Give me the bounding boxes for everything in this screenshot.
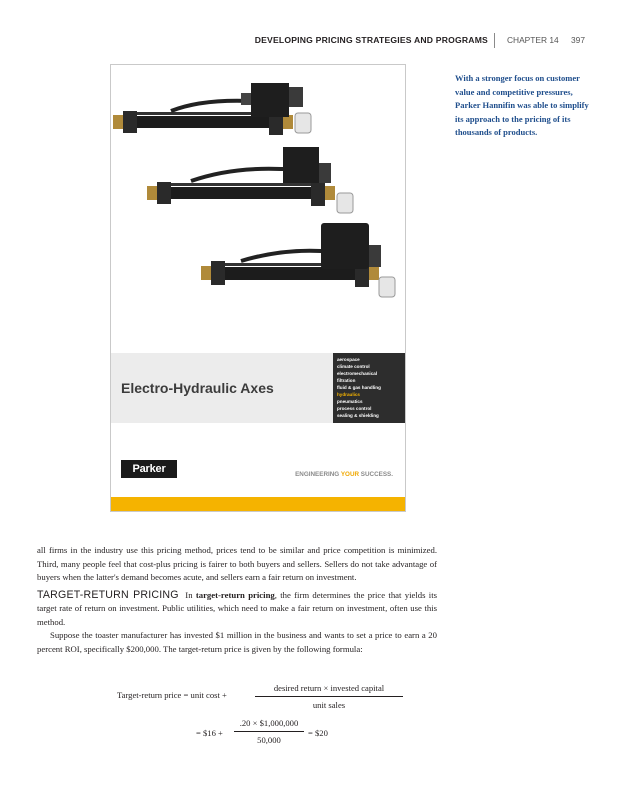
formula-line2-result: = $20 <box>308 728 328 738</box>
page-number: 397 <box>571 35 585 45</box>
formula-numerator: desired return × invested capital <box>255 683 403 697</box>
technology-list <box>333 353 405 423</box>
technology-item: filtration <box>337 378 356 383</box>
parker-logo: Parker <box>121 460 177 478</box>
brochure-figure <box>110 64 406 512</box>
formula-denominator: unit sales <box>312 700 346 710</box>
technology-item: aerospace <box>337 357 360 362</box>
figure-caption: With a stronger focus on customer value and competitive pressures, Parker Hannifin was able to simplify its approach to the pricing of its thousands of products. <box>455 73 589 138</box>
title-band <box>111 353 333 423</box>
paragraph: all firms in the industry use this pricing method, prices tend to be similar and price competition is minimized. Third, many people feel that cost-plus pricing is fairer to both buyers and sellers. Sellers do not take advantage of buyers when the latter's demand becomes acute, and sellers earn a fair return on investment. <box>37 545 437 582</box>
technology-item: climate control <box>337 364 370 369</box>
technology-item: sealing & shielding <box>337 413 379 418</box>
actuator-top <box>113 83 311 135</box>
product-title: Electro-Hydraulic Axes <box>121 380 274 396</box>
actuator-middle <box>147 147 353 213</box>
technology-item: process control <box>337 406 372 411</box>
actuator-photo <box>111 65 405 353</box>
technology-item-highlighted: hydraulics <box>337 392 360 397</box>
formula-line2-lhs: = $16 + <box>196 728 223 738</box>
formula-line2-fraction <box>234 718 304 745</box>
chapter-label: CHAPTER 14 <box>507 35 559 45</box>
running-head-divider <box>494 33 495 48</box>
formula-fraction <box>255 683 403 710</box>
paragraph: TARGET-RETURN PRICING In target-return pricing, the firm determines the price that yields its target rate of return on investment. Public utilities, which need to make a fair return on investment, often use this method. <box>37 588 437 627</box>
key-term: target-return pricing <box>195 589 275 600</box>
body-text <box>37 544 437 656</box>
formula-line-1 <box>117 683 397 713</box>
actuator-bottom <box>201 223 395 297</box>
technology-item: electromechanical <box>337 371 378 376</box>
formula-line-2 <box>196 718 356 748</box>
brand-tagline: ENGINEERING YOUR SUCCESS. <box>295 471 393 478</box>
technology-item: pneumatics <box>337 399 363 404</box>
running-head-title: DEVELOPING PRICING STRATEGIES AND PROGRAMS <box>254 35 488 45</box>
formula-line2-denominator: 50,000 <box>257 735 281 745</box>
paragraph: Suppose the toaster manufacturer has invested $1 million in the business and wants to set a price to earn a 20 percent ROI, specifically $200,000. The target-return price is given by the following formula: <box>37 630 437 654</box>
section-heading: TARGET-RETURN PRICING <box>37 588 179 601</box>
running-head <box>0 35 623 47</box>
brand-color-bar <box>111 497 405 511</box>
formula-lhs: Target-return price = unit cost + <box>117 690 227 700</box>
formula-line2-numerator: .20 × $1,000,000 <box>234 718 304 732</box>
technology-item: fluid & gas handling <box>337 385 381 390</box>
